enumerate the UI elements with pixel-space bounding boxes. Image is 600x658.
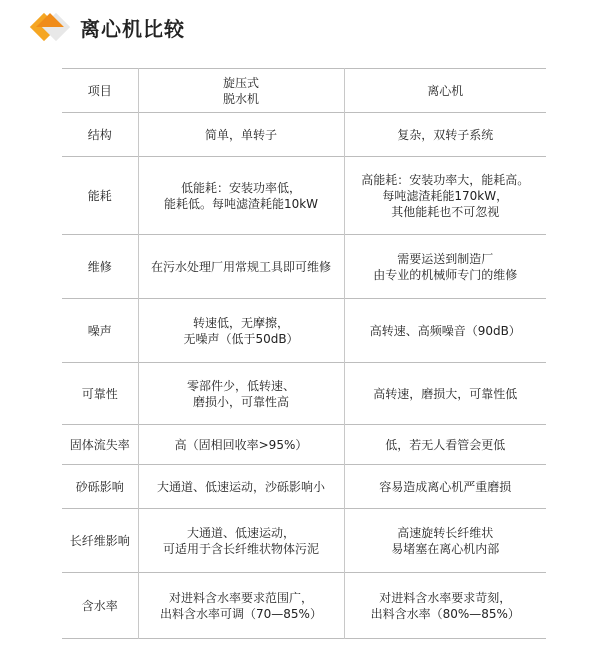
table-row	[62, 465, 546, 509]
row-screw-press: 低能耗：安装功率低， 能耗低。每吨滤渣耗能10kW	[138, 157, 344, 235]
row-item: 可靠性	[81, 386, 118, 401]
row-item: 维修	[87, 259, 112, 274]
page-header	[32, 10, 185, 44]
row-centrifuge: 复杂，双转子系统	[344, 113, 546, 157]
row-item: 固体流失率	[69, 437, 130, 452]
table-row	[62, 363, 546, 425]
table-row	[62, 509, 546, 573]
row-centrifuge: 低，若无人看管会更低	[344, 425, 546, 465]
row-centrifuge: 高转速，磨损大，可靠性低	[344, 363, 546, 425]
row-screw-press: 大通道、低速运动，沙砾影响小	[138, 465, 344, 509]
table-row	[62, 235, 546, 299]
row-screw-press: 高（固相回收率>95%）	[138, 425, 344, 465]
orange-diamond-logo-icon	[32, 11, 72, 43]
row-item: 能耗	[87, 188, 112, 203]
table-row	[62, 425, 546, 465]
header-screw-press: 旋压式 脱水机	[138, 69, 344, 113]
row-centrifuge: 需要运送到制造厂 由专业的机械师专门的维修	[344, 235, 546, 299]
row-screw-press: 零部件少，低转速、 磨损小，可靠性高	[138, 363, 344, 425]
table-row	[62, 113, 546, 157]
comparison-table	[62, 68, 546, 639]
page-title: 离心机比较	[80, 16, 185, 41]
row-screw-press: 简单，单转子	[138, 113, 344, 157]
row-item: 长纤维影响	[69, 533, 130, 548]
table-row	[62, 157, 546, 235]
row-item: 噪声	[87, 323, 112, 338]
row-centrifuge: 对进料含水率要求苛刻， 出料含水率（80%—85%）	[344, 573, 546, 639]
table-header-row	[62, 69, 546, 113]
row-centrifuge: 高能耗：安装功率大，能耗高。 每吨滤渣耗能170kW， 其他能耗也不可忽视	[344, 157, 546, 235]
row-centrifuge: 高转速、高频噪音（90dB）	[344, 299, 546, 363]
row-screw-press: 转速低，无摩擦， 无噪声（低于50dB）	[138, 299, 344, 363]
row-item: 结构	[87, 127, 112, 142]
row-screw-press: 大通道、低速运动， 可适用于含长纤维状物体污泥	[138, 509, 344, 573]
row-screw-press: 对进料含水率要求范围广， 出料含水率可调（70—85%）	[138, 573, 344, 639]
header-item: 项目	[87, 83, 112, 98]
row-centrifuge: 高速旋转长纤维状 易堵塞在离心机内部	[344, 509, 546, 573]
row-item: 含水率	[81, 598, 118, 613]
row-screw-press: 在污水处理厂用常规工具即可维修	[138, 235, 344, 299]
table-row	[62, 299, 546, 363]
row-item: 砂砾影响	[75, 479, 124, 494]
table-row	[62, 573, 546, 639]
row-centrifuge: 容易造成离心机严重磨损	[344, 465, 546, 509]
header-centrifuge: 离心机	[344, 69, 546, 113]
